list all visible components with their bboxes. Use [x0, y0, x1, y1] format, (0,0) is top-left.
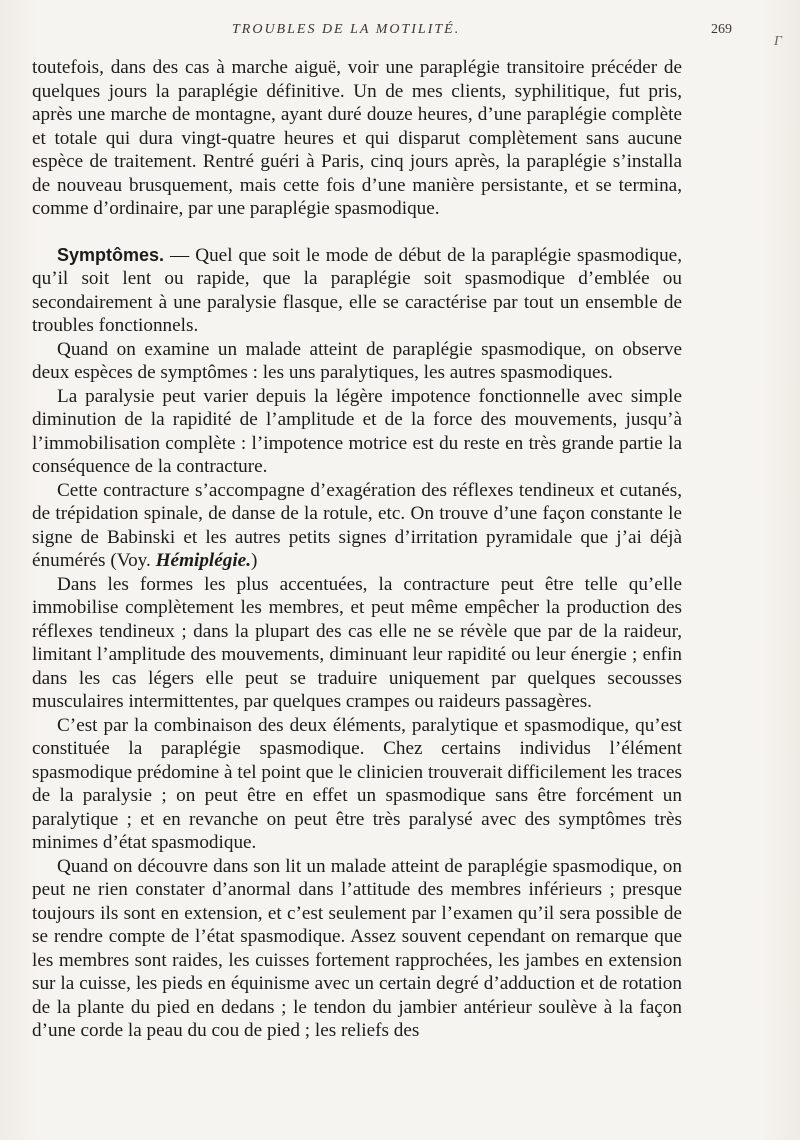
- paragraph-7: C’est par la combinaison des deux éléments, paralytique et spasmodique, qu’est constituée la paraplégie spasmodique. Chez certains individus l’élément spasmodique prédomine à tel point que le clinicien trouverait difficilement les traces de la paralysie ; on peut être en effet un spasmodique sans être forcément un paralytique ; et en revanche on peut être très paralysé avec des symptômes très minimes d’état spasmodique.: [32, 714, 682, 853]
- paragraph-5: [32, 479, 682, 573]
- running-head: [32, 22, 732, 42]
- paragraph-6: Dans les formes les plus accentuées, la contracture peut être telle qu’elle immobilise complètement les membres, et peut même empêcher la production des réflexes tendineux ; dans la plupart des cas elle ne se révèle que par de la raideur, limitant l’amplitude des mouvements, diminuant leur rapidité ou leur énergie ; enfin dans les cas légers elle peut se traduire uniquement par quelques secousses musculaires intermittentes, par quelques crampes ou raideurs passagères.: [32, 573, 682, 712]
- paragraph-8: Quand on découvre dans son lit un malade atteint de paraplégie spasmodique, on peut ne rien constater d’anormal dans l’attitude des membres inférieurs ; presque toujours ils sont en extension, et c’est seulement par l’examen qu’il sera possible de se rendre compte de l’état spasmodique. Assez souvent cependant on remarque que les membres sont raides, les cuisses fortement rapprochées, les jambes en extension sur la cuisse, les pieds en équinisme avec un certain degré d’adduction et de rotation de la plante du pied en dedans ; le tendon du jambier antérieur soulève à la façon d’une corde la peau du cou de pied ; les reliefs des: [32, 855, 682, 1041]
- paragraph-1: toutefois, dans des cas à marche aiguë, voir une paraplégie transitoire précéder de quelques jours la paraplégie définitive. Un de mes clients, syphilitique, fut pris, après une marche de montagne, ayant duré douze heures, d’une paraplégie complète et totale qui dura vingt-quatre heures et qui disparut complètement sans aucune espèce de traitement. Rentré guéri à Paris, cinq jours après, la paraplégie s’installa de nouveau brusquement, mais cette fois d’une manière persistante, et se termina, comme d’ordinaire, par une paraplégie spasmodique.: [32, 57, 682, 219]
- paragraph-5-text: Cette contracture s’accompagne d’exagération des réflexes tendineux et cutanés, de trépidation spinale, de danse de la rotule, etc. On trouve d’une façon constante le signe de Babinski et les autres petits signes d’irritation pyramidale que j’ai déjà énumérés (Voy.: [32, 479, 682, 571]
- section-gap: [32, 221, 682, 244]
- cross-reference: Hémiplégie.: [155, 550, 252, 571]
- paragraph-3: Quand on examine un malade atteint de paraplégie spasmodique, on observe deux espèces de symptômes : les uns paralytiques, les autres spasmodiques.: [32, 338, 682, 383]
- paragraph-5-end: ): [251, 550, 258, 571]
- body-text: [32, 56, 682, 1043]
- paragraph-2-text: — Quel que soit le mode de début de la paraplégie spasmodique, qu’il soit lent ou rapide, que la paraplégie soit spasmodique d’emblée ou secondairement à une paralysie flasque, elle se caractérise par tout un ensemble de troubles fonctionnels.: [32, 244, 682, 336]
- paragraph-4: La paralysie peut varier depuis la légère impotence fonctionnelle avec simple diminution de la rapidité de l’amplitude et de la force des mouvements, jusqu’à l’immobilisation complète : l’impotence motrice est du reste en très grande partie la conséquence de la contracture.: [32, 385, 682, 477]
- paragraph-symptomes: [32, 244, 682, 338]
- section-heading: Symptômes.: [57, 244, 165, 265]
- margin-mark: Γ: [774, 34, 782, 49]
- page-number: 269: [711, 22, 732, 37]
- running-title: TROUBLES DE LA MOTILITÉ.: [232, 22, 461, 37]
